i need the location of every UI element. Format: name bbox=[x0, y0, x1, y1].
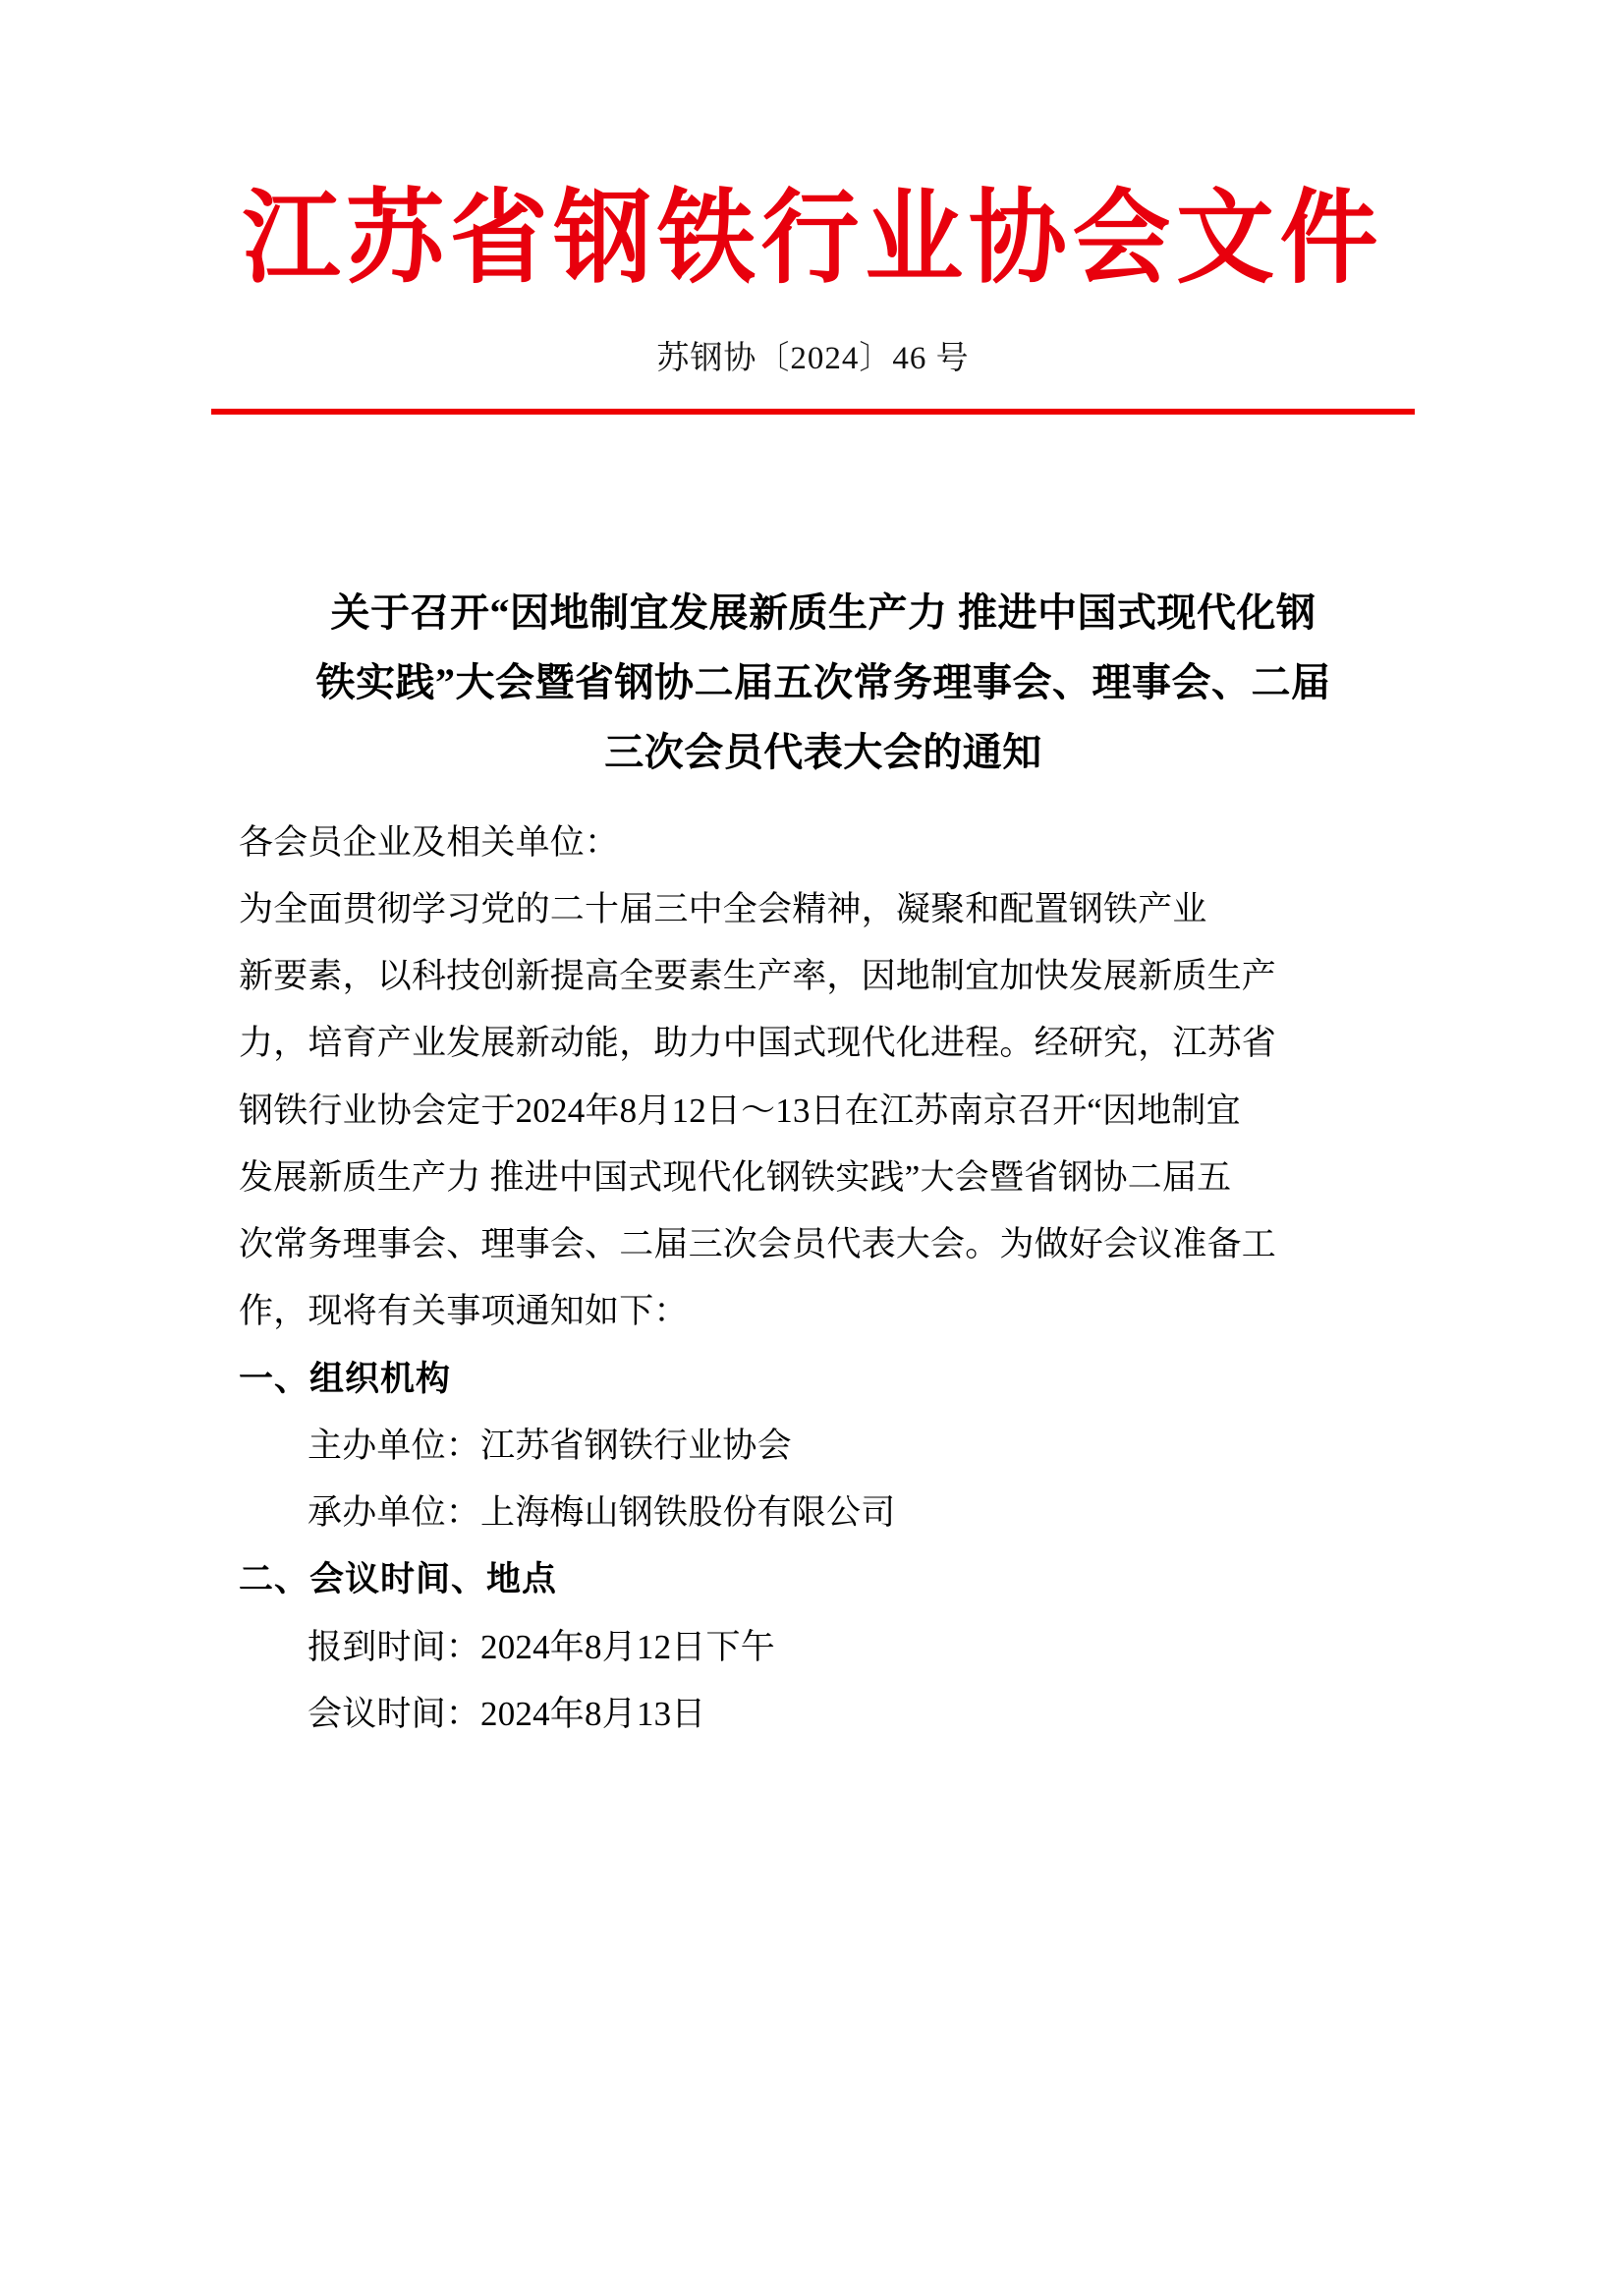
letterhead-title: 江苏省钢铁行业协会文件 bbox=[242, 183, 1384, 296]
document-number: 苏钢协〔2024〕46 号 bbox=[656, 341, 970, 376]
notice-title-line: 三次会员代表大会的通知 bbox=[604, 730, 1042, 775]
paragraph-line: 次常务理事会、理事会、二届三次会员代表大会。为做好会议准备工 bbox=[239, 1225, 1277, 1264]
notice-title bbox=[239, 578, 1408, 788]
letterhead bbox=[211, 183, 1415, 297]
paragraph-line: 新要素，以科技创新提高全要素生产率，因地制宜加快发展新质生产 bbox=[239, 957, 1277, 996]
salutation: 各会员企业及相关单位： bbox=[239, 822, 620, 862]
section-item: 主办单位：江苏省钢铁行业协会 bbox=[308, 1426, 792, 1465]
document-body bbox=[239, 578, 1408, 1748]
intro-paragraph bbox=[239, 876, 1408, 1346]
notice-title-line: 关于召开“因地制宜发展新质生产力 推进中国式现代化钢 bbox=[330, 590, 1316, 635]
section-item: 会议时间：2024年8月13日 bbox=[308, 1694, 706, 1733]
paragraph-line: 发展新质生产力 推进中国式现代化钢铁实践”大会暨省钢协二届五 bbox=[239, 1157, 1232, 1197]
paragraph-line: 力，培育产业发展新动能，助力中国式现代化进程。经研究，江苏省 bbox=[239, 1024, 1277, 1063]
paragraph-line: 为全面贯彻学习党的二十届三中全会精神，凝聚和配置钢铁产业 bbox=[239, 889, 1207, 928]
paragraph-line: 钢铁行业协会定于2024年8月12日～13日在江苏南京召开“因地制宜 bbox=[239, 1091, 1241, 1130]
notice-title-line: 铁实践”大会暨省钢协二届五次常务理事会、理事会、二届 bbox=[315, 660, 1331, 705]
letterhead-red-rule bbox=[211, 409, 1415, 415]
section-item: 承办单位：上海梅山钢铁股份有限公司 bbox=[308, 1493, 896, 1533]
section-heading-organization: 一、组织机构 bbox=[239, 1359, 452, 1398]
section-heading-time-place: 二、会议时间、地点 bbox=[239, 1560, 558, 1599]
paragraph-line: 作，现将有关事项通知如下： bbox=[239, 1292, 689, 1331]
section-item: 报到时间：2024年8月12日下午 bbox=[308, 1627, 775, 1666]
